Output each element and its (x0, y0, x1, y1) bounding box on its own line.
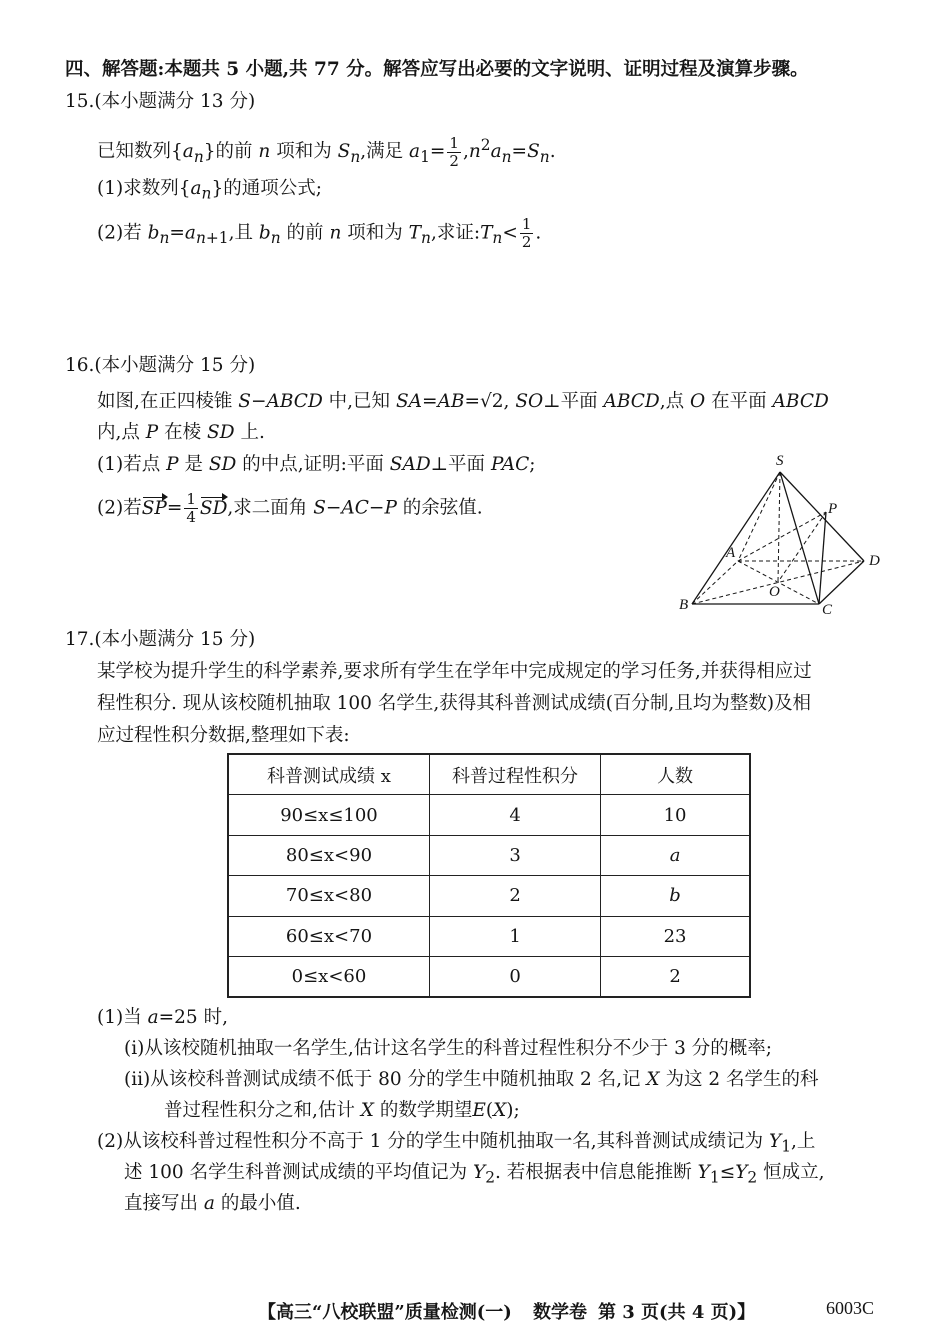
p15-heading: 15.(本小题满分 13 分) (65, 91, 256, 112)
fraction-half-2: $\frac{1}{2}$ (521, 215, 532, 251)
table-cell: 90≤x≤100 (228, 795, 429, 835)
label-S: S (776, 453, 784, 469)
table-header-cell: 科普测试成绩 x (228, 754, 429, 795)
table-header-cell: 科普过程性积分 (429, 754, 600, 795)
edge-SA (738, 472, 780, 561)
edge-BA (692, 561, 738, 604)
segment-PO (778, 512, 826, 582)
table-header-row (228, 754, 750, 795)
p17-q1ii-line2: 普过程性积分之和,估计 X 的数学期望E(X); (164, 1100, 520, 1121)
table-row (228, 835, 750, 875)
footer-subject: 数学卷 (533, 1302, 587, 1323)
table-cell: 4 (429, 795, 600, 835)
p17-q1ii-line1: (ⅱ)从该校科普测试成绩不低于 80 分的学生中随机抽取 2 名,记 X 为这 2 名学生的科 (124, 1069, 819, 1090)
label-C: C (822, 602, 833, 618)
table-cell: 1 (429, 916, 600, 956)
table-header-cell: 人数 (601, 754, 750, 795)
edge-SB (692, 472, 780, 604)
p17-line2: 程性积分. 现从该校随机抽取 100 名学生,获得其科普测试成绩(百分制,且均为整数)及相 (97, 693, 812, 714)
table-cell: 60≤x<70 (228, 916, 429, 956)
label-B: B (679, 597, 689, 613)
label-A: A (726, 545, 736, 561)
label-O: O (769, 584, 780, 600)
p17-q2-line3: 直接写出 a 的最小值. (124, 1193, 301, 1214)
table-cell: 80≤x<90 (228, 835, 429, 875)
table-row (228, 795, 750, 835)
score-table (227, 753, 751, 998)
footer-code: 6003C (826, 1298, 875, 1318)
p15-intro: 已知数列$\{a_n\}$的前 n 项和为 $S_n$,满足 $a_1=$ $\frac{1}{2}$ $,n^2a_n=S_n$. (97, 133, 556, 170)
p17-line3: 应过程性积分数据,整理如下表: (97, 725, 350, 746)
p16-line2: 内,点 P 在棱 SD 上. (97, 422, 265, 443)
fraction-half: $\frac{1}{2}$ (449, 133, 459, 170)
table-cell: 0 (429, 956, 600, 997)
label-D: D (869, 553, 880, 569)
table-cell: 23 (601, 916, 750, 956)
p16-q2: (2)若SP= $\frac{1}{4}$ SD,求二面角 S−AC−P 的余弦值. (97, 490, 483, 526)
p16-q1: (1)若点 P 是 SD 的中点,证明:平面 SAD⊥平面 PAC; (97, 454, 536, 475)
footer-title: 【高三“八校联盟”质量检测(一) (258, 1302, 512, 1323)
p17-q1: (1)当 a=25 时, (97, 1007, 228, 1028)
edge-CD (819, 561, 864, 604)
table-cell: 2 (429, 876, 600, 916)
table-cell: b (601, 876, 750, 916)
segment-PC (819, 512, 826, 604)
p15-q1: (1)求数列$\{a_n\}$的通项公式; (97, 178, 322, 203)
p15-q2: (2)若 $b_n=a_{n+1}$,且 $b_n$ 的前 n 项和为 $T_n$,求证$:T_n<$ $\frac{1}{2}$ . (97, 215, 542, 251)
p16-line1: 如图,在正四棱锥 S−ABCD 中,已知 SA=AB=√2, SO⊥平面 ABCD,点 O 在平面 ABCD (97, 391, 829, 412)
p17-heading: 17.(本小题满分 15 分) (65, 629, 256, 650)
table-cell: 2 (601, 956, 750, 997)
p17-q2-line1: (2)从该校科普过程性积分不高于 1 分的学生中随机抽取一名,其科普测试成绩记为 $Y_1$,上 (97, 1131, 816, 1156)
p17-line1: 某学校为提升学生的科学素养,要求所有学生在学年中完成规定的学习任务,并获得相应过 (97, 661, 812, 682)
p16-heading: 16.(本小题满分 15 分) (65, 355, 256, 376)
table-row (228, 956, 750, 997)
label-P: P (828, 501, 838, 517)
table-cell: 70≤x<80 (228, 876, 429, 916)
fraction-quarter: $\frac{1}{4}$ (186, 490, 196, 526)
table-cell: a (601, 835, 750, 875)
table-cell: 3 (429, 835, 600, 875)
table-row (228, 916, 750, 956)
height-SO (778, 472, 780, 582)
p17-q1i: (ⅰ)从该校随机抽取一名学生,估计这名学生的科普过程性积分不少于 3 分的概率; (124, 1038, 772, 1059)
pyramid-figure (668, 450, 893, 620)
p17-q2-line2: 述 100 名学生科普测试成绩的平均值记为 $Y_2$. 若根据表中信息能推断 $Y_1\le Y_2$ 恒成立, (124, 1162, 825, 1187)
segment-AP (738, 512, 826, 561)
section-header: 四、解答题:本题共 5 小题,共 77 分。解答应写出必要的文字说明、证明过程及演算步骤。 (65, 59, 809, 80)
footer-page: 第 3 页(共 4 页)】 (598, 1302, 756, 1323)
table-row (228, 876, 750, 916)
table-cell: 0≤x<60 (228, 956, 429, 997)
table-cell: 10 (601, 795, 750, 835)
